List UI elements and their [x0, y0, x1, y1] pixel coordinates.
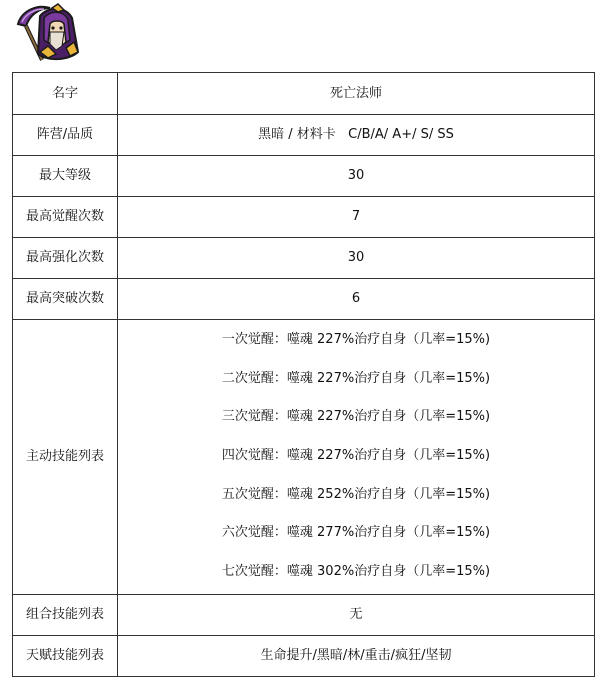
row-value: 死亡法师: [118, 73, 595, 115]
row-value: 30: [118, 238, 595, 279]
row-label: 最高突破次数: [13, 279, 118, 320]
skill-item: 七次觉醒：噬魂 302%治疗自身（几率=15%): [221, 564, 491, 580]
row-active-skills: [13, 320, 595, 595]
row-max-level: [13, 156, 595, 197]
skill-list-cell: [118, 320, 595, 595]
skill-item: 六次觉醒：噬魂 277%治疗自身（几率=15%): [221, 525, 491, 541]
skill-item: 三次觉醒：噬魂 227%治疗自身（几率=15%): [221, 409, 491, 425]
row-label: 名字: [13, 73, 118, 115]
row-talent-skills: [13, 635, 595, 676]
row-value: 生命提升/黑暗/林/重击/疯狂/坚韧: [118, 635, 595, 676]
row-value: 无: [118, 594, 595, 635]
row-label: 最高强化次数: [13, 238, 118, 279]
row-value: 30: [118, 156, 595, 197]
row-name: [13, 73, 595, 115]
row-label: 阵营/品质: [13, 115, 118, 156]
skill-list: [118, 320, 594, 594]
row-max-enhance: [13, 238, 595, 279]
row-label: 天赋技能列表: [13, 635, 118, 676]
row-max-awakening: [13, 197, 595, 238]
row-faction-quality: [13, 115, 595, 156]
character-info-table: [12, 72, 595, 677]
avatar: [12, 2, 82, 64]
skill-item: 一次觉醒：噬魂 227%治疗自身（几率=15%): [221, 332, 491, 347]
skill-item: 四次觉醒：噬魂 227%治疗自身（几率=15%): [221, 448, 491, 464]
row-value: 7: [118, 197, 595, 238]
row-label: 最大等级: [13, 156, 118, 197]
row-label: 主动技能列表: [13, 320, 118, 595]
row-label: 最高觉醒次数: [13, 197, 118, 238]
row-value: 6: [118, 279, 595, 320]
row-label: 组合技能列表: [13, 594, 118, 635]
skill-item: 二次觉醒：噬魂 227%治疗自身（几率=15%): [221, 370, 491, 386]
row-value: 黑暗 / 材料卡 C/B/A/ A+/ S/ SS: [118, 115, 595, 156]
skill-item: 五次觉醒：噬魂 252%治疗自身（几率=15%): [221, 486, 491, 502]
row-combo-skills: [13, 594, 595, 635]
row-max-breakthrough: [13, 279, 595, 320]
death-mage-portrait-icon: [12, 2, 82, 64]
